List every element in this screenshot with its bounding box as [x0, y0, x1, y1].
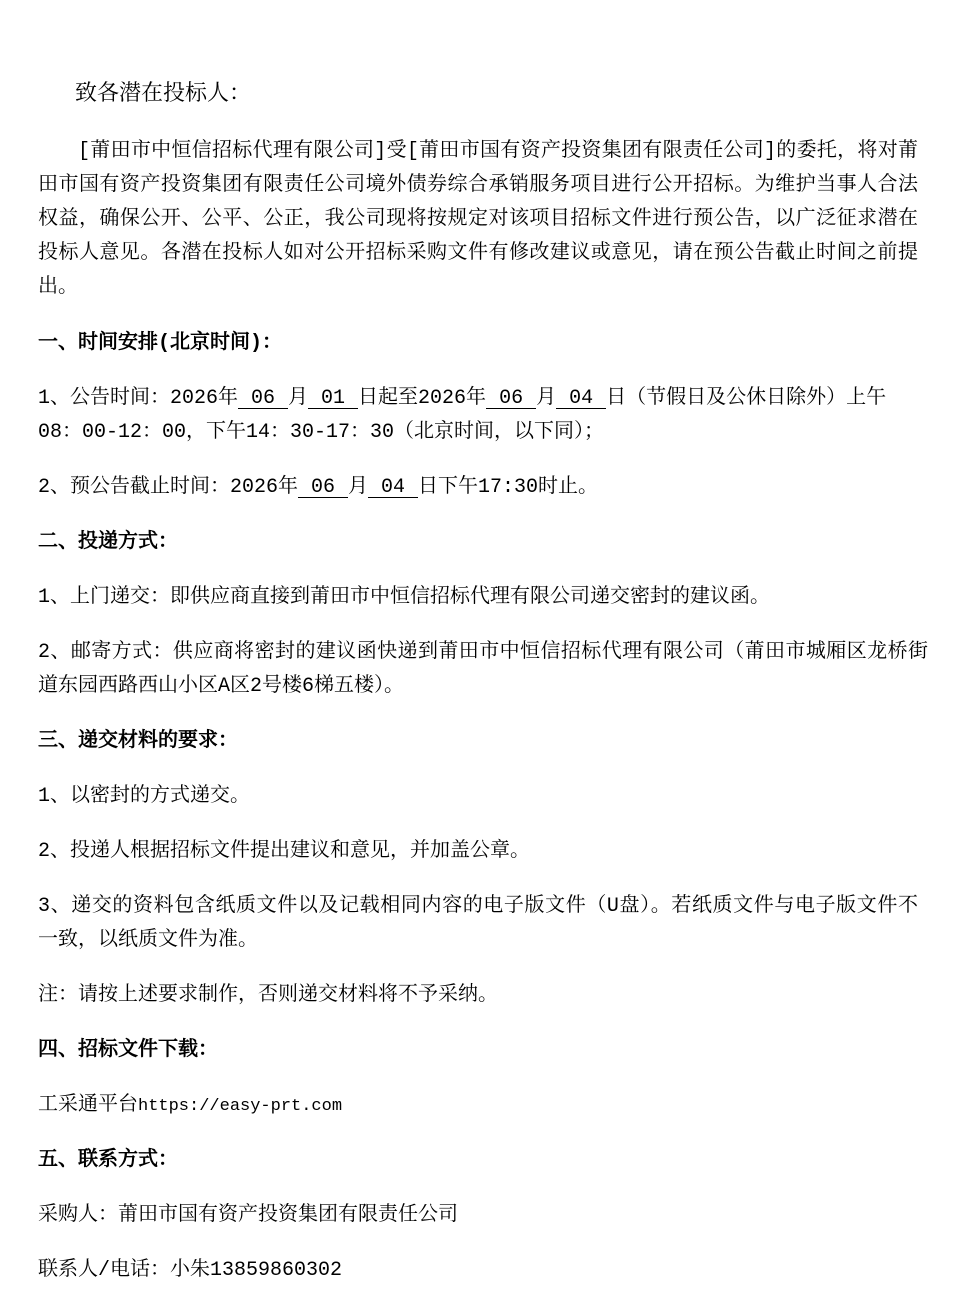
section-heading-delivery: 二、投递方式： — [38, 531, 178, 554]
notice-period-label: 1、公告时间：2026年 — [38, 387, 239, 410]
section-heading-contact: 五、联系方式： — [38, 1149, 178, 1172]
document-body — [38, 78, 938, 1288]
start-day-blank: 01 — [308, 390, 358, 409]
end-day-suffix: 日（节假日及公休日除外）上午 — [606, 387, 887, 410]
intro-line: 田市国有资产投资集团有限责任公司境外债券综合承销服务项目进行公开招标。为维护当事人合法 — [38, 174, 918, 197]
requirement-item-3-line: 一致，以纸质文件为准。 — [38, 929, 258, 952]
requirement-item: 2、投递人根据招标文件提出建议和意见，并加盖公章。 — [38, 840, 531, 863]
requirements-note: 注：请按上述要求制作，否则递交材料将不予采纳。 — [38, 984, 498, 1007]
deadline-month-blank: 06 — [298, 479, 348, 498]
intro-paragraph — [38, 135, 938, 305]
delivery-by-mail — [38, 636, 938, 704]
delivery-by-mail-line: 道东园西路西山小区A区2号楼6梯五楼）。 — [38, 675, 405, 698]
contact-person: 联系人/电话：小朱13859860302 — [38, 1259, 343, 1282]
end-month-suffix: 月 — [536, 387, 557, 410]
start-month-suffix: 月 — [288, 387, 309, 410]
requirement-item: 1、以密封的方式递交。 — [38, 785, 251, 808]
end-day-blank: 04 — [556, 390, 606, 409]
intro-line: 权益，确保公开、公平、公正，我公司现将按规定对该项目招标文件进行预公告，以广泛征求潜在 — [38, 208, 918, 231]
deadline-day-blank: 04 — [368, 479, 418, 498]
end-month-blank: 06 — [486, 390, 536, 409]
intro-line: 出。 — [38, 276, 78, 299]
download-url: https://easy-prt.com — [138, 1097, 343, 1116]
delivery-in-person: 1、上门递交：即供应商直接到莆田市中恒信招标代理有限公司递交密封的建议函。 — [38, 586, 771, 609]
schedule-item-notice-period — [38, 382, 938, 450]
requirement-item-3 — [38, 890, 938, 958]
intro-line: 投标人意见。各潜在投标人如对公开招标采购文件有修改建议或意见，请在预公告截止时间之前提 — [38, 242, 918, 265]
deadline-line — [38, 471, 938, 505]
contact-purchaser: 采购人：莆田市国有资产投资集团有限责任公司 — [38, 1204, 458, 1227]
requirement-item-3-line: 3、递交的资料包含纸质文件以及记载相同内容的电子版文件（U盘）。若纸质文件与电子版文件不 — [38, 895, 918, 918]
section-heading-download: 四、招标文件下载： — [38, 1039, 218, 1062]
schedule-item-deadline — [38, 471, 938, 505]
intro-line: [莆田市中恒信招标代理有限公司]受[莆田市国有资产投资集团有限责任公司]的委托，将对莆 — [78, 140, 918, 163]
section-heading-schedule: 一、时间安排(北京时间)： — [38, 332, 283, 355]
start-month-blank: 06 — [238, 390, 288, 409]
download-line — [38, 1089, 938, 1123]
section-heading-requirements: 三、递交材料的要求： — [38, 730, 238, 753]
deadline-day-suffix: 日下午17:30时止。 — [418, 476, 599, 499]
delivery-by-mail-line: 2、邮寄方式：供应商将密封的建议函快递到莆田市中恒信招标代理有限公司（莆田市城厢区龙桥街 — [38, 641, 928, 664]
notice-period-line — [38, 382, 938, 416]
download-platform: 工采通平台 — [38, 1094, 138, 1117]
greeting: 致各潜在投标人： — [75, 82, 252, 107]
notice-period-hours: 08：00-12：00，下午14：30-17：30（北京时间，以下同）； — [38, 421, 605, 444]
deadline-month-suffix: 月 — [348, 476, 369, 499]
start-day-suffix: 日起至2026年 — [358, 387, 487, 410]
deadline-label: 2、预公告截止时间：2026年 — [38, 476, 299, 499]
